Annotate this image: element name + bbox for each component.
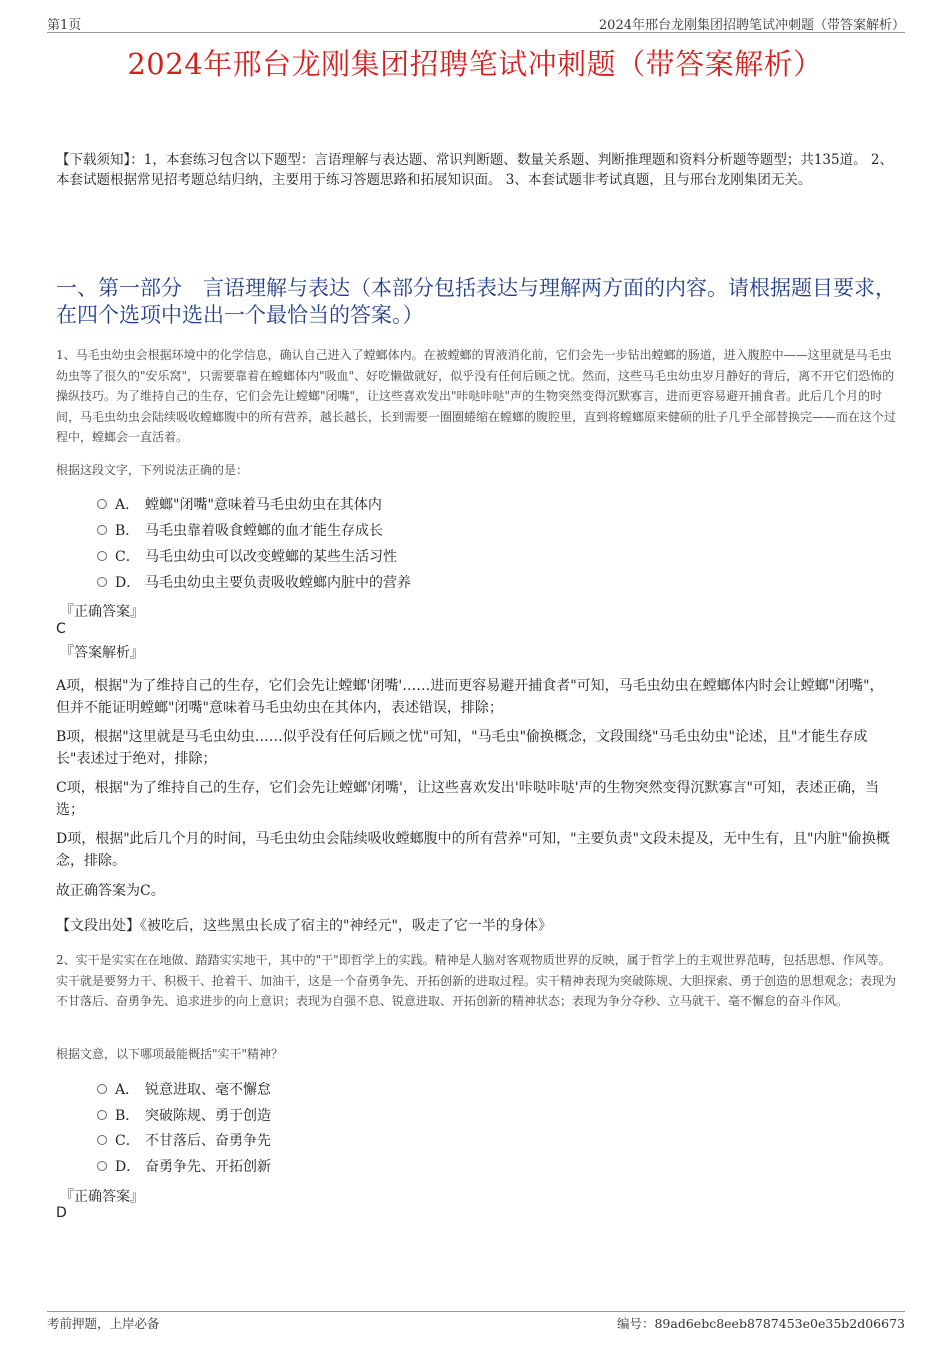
footer-serial: 编号：89ad6ebc8eeb8787453e0e35b2d06673: [616, 1316, 905, 1331]
question-2-option-a[interactable]: A． 锐意进取、毫不懈怠: [97, 1079, 271, 1101]
radio-icon[interactable]: [97, 1161, 107, 1171]
passage-source: 【文段出处】《被吃后，这些黑虫长成了宿主的"神经元"，吸走了它一半的身体》: [56, 918, 552, 934]
radio-icon[interactable]: [97, 1084, 107, 1094]
radio-icon[interactable]: [97, 1110, 107, 1120]
question-1-option-d[interactable]: D． 马毛虫幼虫主要负责吸收螳螂内脏中的营养: [97, 572, 411, 594]
radio-icon[interactable]: [97, 577, 107, 587]
header-doc-title: 2024年邢台龙刚集团招聘笔试冲刺题（带答案解析）: [598, 18, 905, 33]
answer-label: 『正确答案』: [60, 604, 144, 620]
analysis-label: 『答案解析』: [60, 645, 144, 661]
correct-answer: C: [56, 621, 66, 637]
section-heading: 一、第一部分 言语理解与表达（本部分包括表达与理解两方面的内容。请根据题目要求，在四个选项中选出一个最恰当的答案。）: [56, 276, 896, 327]
question-2-option-b[interactable]: B． 突破陈规、勇于创造: [97, 1105, 271, 1127]
question-2-option-c[interactable]: C． 不甘落后、奋勇争先: [97, 1130, 271, 1152]
radio-icon[interactable]: [97, 525, 107, 535]
analysis-a: A项，根据"为了维持自己的生存，它们会先让螳螂'闭嘴'……进而更容易避开捕食者"可知，马毛虫幼虫在螳螂体内时会让螳螂"闭嘴"，但并不能证明螳螂"闭嘴"意味着马毛虫幼虫在其体内，表述错误，排除；: [56, 678, 884, 716]
correct-answer-2: D: [56, 1205, 67, 1221]
analysis-c: C项，根据"为了维持自己的生存，它们会先让螳螂'闭嘴'，让这些喜欢发出'咔哒咔哒'声的生物突然变得沉默寡言"可知，表述正确，当选；: [56, 780, 879, 818]
download-notice: 【下载须知】：1，本套练习包含以下题型：言语理解与表达题、常识判断题、数量关系题、判断推理题和资料分析题等题型；共135道。 2、本套试题根据常见招考题总结归纳，主要用于练习答题思路和拓展知识面。 3、本套试题非考试真题，且与邢台龙刚集团无关。: [56, 152, 893, 188]
page-footer: [47, 1311, 905, 1332]
question-1-option-a[interactable]: A． 螳螂"闭嘴"意味着马毛虫幼虫在其体内: [97, 494, 382, 516]
radio-icon[interactable]: [97, 499, 107, 509]
page-number: 第1页: [47, 18, 82, 33]
question-1-option-c[interactable]: C． 马毛虫幼虫可以改变螳螂的某些生活习性: [97, 546, 397, 568]
question-2-stem: 根据文意，以下哪项最能概括"实干"精神？: [56, 1047, 284, 1061]
analysis-conclusion: 故正确答案为C。: [56, 883, 165, 899]
page-header: [47, 14, 905, 33]
radio-icon[interactable]: [97, 1135, 107, 1145]
document-title: 2024年邢台龙刚集团招聘笔试冲刺题（带答案解析）: [127, 47, 823, 81]
question-2-passage: 2、实干是实实在在地做、踏踏实实地干，其中的"干"即哲学上的实践。精神是人脑对客观物质世界的反映，属于哲学上的主观世界范畴，包括思想、作风等。实干就是要努力干、积极干、抢着干、加油干，这是一个奋勇争先、开拓创新的进取过程。实干精神表现为突破陈规、大胆探索、勇于创造的思想观念；表现为不甘落后、奋勇争先、追求进步的向上意识；表现为自强不息、锐意进取、开拓创新的精神状态；表现为争分夺秒、立马就干、毫不懈怠的奋斗作风。: [56, 953, 897, 1008]
answer-label-2: 『正确答案』: [60, 1189, 144, 1205]
question-1-passage: 1、马毛虫幼虫会根据环境中的化学信息，确认自己进入了螳螂体内。在被螳螂的胃液消化前，它们会先一步钻出螳螂的肠道，进入腹腔中——这里就是马毛虫幼虫等了很久的"安乐窝"，只需要靠着在螳螂体内"吸血"、好吃懒做就好，似乎没有任何后顾之忧。然而，这些马毛虫幼虫岁月静好的背后，离不开它们恐怖的操纵技巧。为了维持自己的生存，它们会先让螳螂"闭嘴"，让这些喜欢发出"咔哒咔哒"声的生物突然变得沉默寡言，进而更容易避开捕食者。此后几个月的时间，马毛虫幼虫会陆续吸收螳螂腹中的所有营养，越长越长，长到需要一圈圈蜷缩在螳螂的腹腔里，直到将螳螂原来健硕的肚子几乎全部替换完——而在这个过程中，螳螂会一直活着。: [56, 348, 897, 444]
question-2-option-d[interactable]: D． 奋勇争先、开拓创新: [97, 1156, 271, 1178]
question-1-option-b[interactable]: B． 马毛虫靠着吸食螳螂的血才能生存成长: [97, 520, 383, 542]
analysis-b: B项，根据"这里就是马毛虫幼虫……似乎没有任何后顾之忧"可知，"马毛虫"偷换概念，文段围绕"马毛虫幼虫"论述，且"才能生存成长"表述过于绝对，排除；: [56, 729, 868, 767]
analysis-d: D项，根据"此后几个月的时间，马毛虫幼虫会陆续吸收螳螂腹中的所有营养"可知，"主要负责"文段未提及，无中生有，且"内脏"偷换概念，排除。: [56, 831, 890, 869]
radio-icon[interactable]: [97, 551, 107, 561]
question-1-stem: 根据这段文字，下列说法正确的是：: [56, 463, 249, 477]
footer-slogan: 考前押题，上岸必备: [47, 1316, 160, 1331]
